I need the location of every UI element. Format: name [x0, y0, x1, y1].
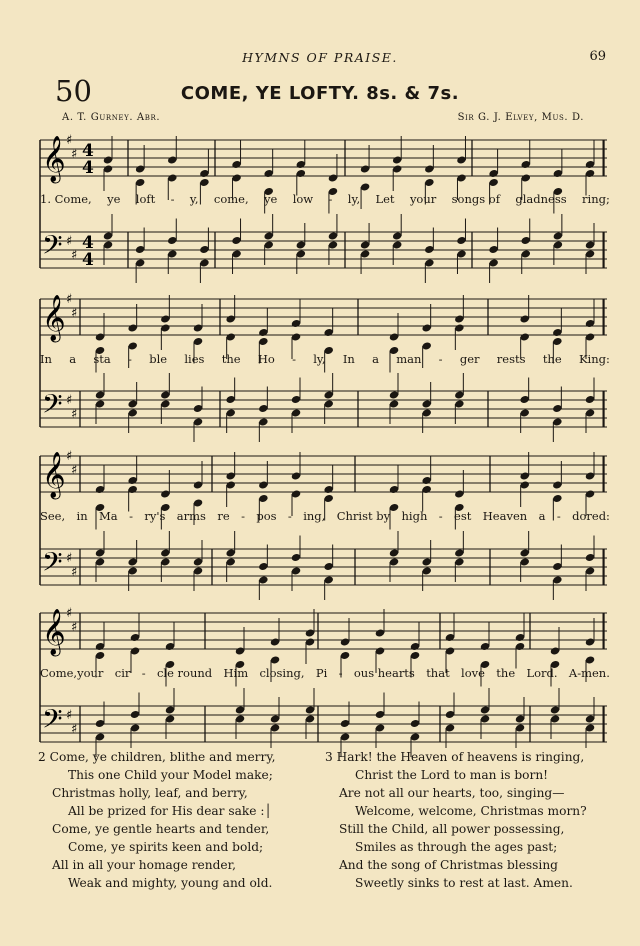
lyric-syllable: ger — [459, 352, 480, 366]
lyric-syllable: ring; — [582, 192, 610, 206]
hymn-number: 50 — [55, 74, 92, 108]
sharp-icon: ♯ — [66, 708, 73, 723]
sharp-icon: ♯ — [66, 449, 73, 464]
lyric-syllable: come, — [213, 192, 249, 206]
lyric-syllable: Heaven — [482, 509, 528, 523]
verse-line: This one Child your Model make; — [68, 768, 273, 782]
lyric-syllable: - — [170, 192, 175, 206]
verse-line: Christ the Lord to man is born! — [355, 768, 549, 782]
lyric-syllable: arms — [176, 509, 206, 523]
hymn-title: COME, YE LOFTY. 8s. & 7s. — [180, 83, 460, 104]
treble-clef-icon: 𝄞 — [42, 452, 66, 498]
lyric-syllable: Let — [375, 192, 395, 206]
verse-line: All be prized for His dear sake :│ — [68, 804, 272, 818]
lyric-syllable: - — [292, 352, 296, 366]
treble-clef-icon: 𝄞 — [42, 609, 66, 655]
verse-line: Still the Child, all power possessing, — [339, 822, 565, 836]
lyric-syllable: - — [287, 509, 292, 523]
lyric-syllable: In — [342, 352, 355, 366]
lyric-syllable: - — [438, 352, 443, 366]
lyric-syllable: your — [409, 192, 437, 206]
treble-clef-icon: 𝄞 — [42, 295, 66, 341]
sharp-icon: ♯ — [71, 463, 78, 478]
lyric-syllable: - — [338, 666, 343, 680]
verse-2 — [38, 748, 275, 892]
lyric-syllable: Ma — [99, 509, 118, 523]
sharp-icon: ♯ — [71, 147, 78, 162]
sharp-icon: ♯ — [71, 306, 78, 321]
sharp-icon: ♯ — [66, 551, 73, 566]
treble-clef-icon: 𝄞 — [42, 136, 66, 182]
verse-3 — [325, 748, 587, 892]
lyric-syllable: gladness — [515, 192, 567, 206]
lyric-syllable: love — [461, 666, 485, 680]
lyric-syllable: ly, — [347, 192, 361, 206]
sharp-icon: ♯ — [66, 606, 73, 621]
lyric-syllable: - — [556, 509, 561, 523]
lyric-syllable: King: — [578, 352, 610, 366]
lyric-syllable: dored: — [572, 509, 610, 523]
lyric-syllable: re — [217, 509, 230, 523]
lyric-syllable: in — [76, 509, 88, 523]
lyric-syllable: ous hearts — [353, 666, 415, 680]
running-head: HYMNS OF PRAISE. — [242, 50, 398, 65]
lyric-syllable: ye — [264, 192, 278, 206]
lyrics-system-2 — [40, 352, 610, 366]
lyric-syllable: est — [454, 509, 472, 523]
lyric-syllable: - — [128, 352, 132, 366]
lyric-syllable: Him — [223, 666, 249, 680]
lyric-syllable: a — [69, 352, 77, 366]
lyric-syllable: a — [538, 509, 546, 523]
lyric-syllable: ing, — [303, 509, 326, 523]
lyric-syllable: y, — [189, 192, 199, 206]
lyric-syllable: 1. Come, — [40, 192, 92, 206]
lyric-syllable: ly, — [313, 352, 326, 366]
lyric-syllable: closing, — [259, 666, 305, 680]
lyric-syllable: cir — [114, 666, 131, 680]
lyric-syllable: high — [401, 509, 428, 523]
lyric-syllable: rests — [496, 352, 526, 366]
lyric-syllable: a — [372, 352, 379, 366]
sharp-icon: ♯ — [71, 248, 78, 263]
lyrics-system-1 — [40, 192, 610, 206]
lyric-syllable: ble — [149, 352, 168, 366]
time-signature: 4 — [82, 158, 94, 178]
bass-clef-icon: 𝄢 — [42, 703, 63, 741]
lyric-syllable: - — [328, 192, 333, 206]
verse-line: Are not all our hearts, too, singing— — [339, 786, 565, 800]
verse-line: Sweetly sinks to rest at last. Amen. — [355, 876, 573, 890]
verse-line: Christmas holly, leaf, and berry, — [52, 786, 248, 800]
lyric-syllable: ye — [107, 192, 121, 206]
sharp-icon: ♯ — [71, 722, 78, 737]
lyric-syllable: - — [129, 509, 133, 523]
sharp-icon: ♯ — [66, 234, 73, 249]
verse-line: Weak and mighty, young and old. — [68, 876, 273, 890]
lyric-syllable: that — [426, 666, 450, 680]
lyric-syllable: cle round — [156, 666, 213, 680]
lyric-syllable: - — [241, 509, 245, 523]
words-attribution: A. T. Gurney. Abr. — [62, 112, 161, 123]
lyric-syllable: See, — [40, 509, 66, 523]
lyric-syllable: ry's — [144, 509, 166, 523]
lyric-syllable: Christ by — [336, 509, 391, 523]
verse-line: Welcome, welcome, Christmas morn? — [355, 804, 587, 818]
lyric-syllable: the — [221, 352, 241, 366]
sharp-icon: ♯ — [66, 292, 73, 307]
lyric-syllable: Ho — [257, 352, 275, 366]
lyric-syllable: loft — [135, 192, 156, 206]
verse-line: 3 Hark! the Heaven of heavens is ringing, — [325, 750, 585, 764]
sharp-icon: ♯ — [66, 133, 73, 148]
lyric-syllable: the — [496, 666, 516, 680]
lyrics-system-3 — [40, 509, 610, 523]
verse-line: And the song of Christmas blessing — [339, 858, 558, 872]
bass-clef-icon: 𝄢 — [42, 229, 63, 267]
verse-line: Smiles as through the ages past; — [355, 840, 558, 854]
verse-line: Come, ye spirits keen and bold; — [68, 840, 264, 854]
lyric-syllable: the — [542, 352, 562, 366]
lyric-syllable: A-men. — [568, 666, 610, 680]
sharp-icon: ♯ — [71, 407, 78, 422]
verse-line: 2 Come, ye children, blithe and merry, — [38, 750, 276, 764]
time-signature: 4 — [82, 250, 94, 270]
lyric-syllable: songs of — [451, 192, 500, 206]
lyrics-system-4 — [40, 666, 610, 680]
sharp-icon: ♯ — [71, 565, 78, 580]
lyric-syllable: In — [40, 352, 52, 366]
lyric-syllable: Pi — [315, 666, 328, 680]
time-signature: 4 — [82, 233, 94, 253]
lyric-syllable: lies — [184, 352, 205, 366]
lyric-syllable: low — [292, 192, 314, 206]
verse-line: Come, ye gentle hearts and tender, — [52, 822, 270, 836]
lyric-syllable: - — [438, 509, 443, 523]
verse-line: All in all your homage render, — [52, 858, 236, 872]
lyric-syllable: - — [141, 666, 146, 680]
lyric-syllable: Come,your — [40, 666, 104, 680]
lyric-syllable: pos — [256, 509, 277, 523]
lyric-syllable: Lord. — [526, 666, 558, 680]
music-attribution: Sir G. J. Elvey, Mus. D. — [457, 112, 584, 123]
lyric-syllable: sta — [93, 352, 111, 366]
bass-clef-icon: 𝄢 — [42, 388, 63, 426]
page-number: 69 — [589, 49, 606, 64]
time-signature: 4 — [82, 141, 94, 161]
bass-clef-icon: 𝄢 — [42, 546, 63, 584]
sharp-icon: ♯ — [66, 393, 73, 408]
lyric-syllable: man — [396, 352, 422, 366]
sharp-icon: ♯ — [71, 620, 78, 635]
